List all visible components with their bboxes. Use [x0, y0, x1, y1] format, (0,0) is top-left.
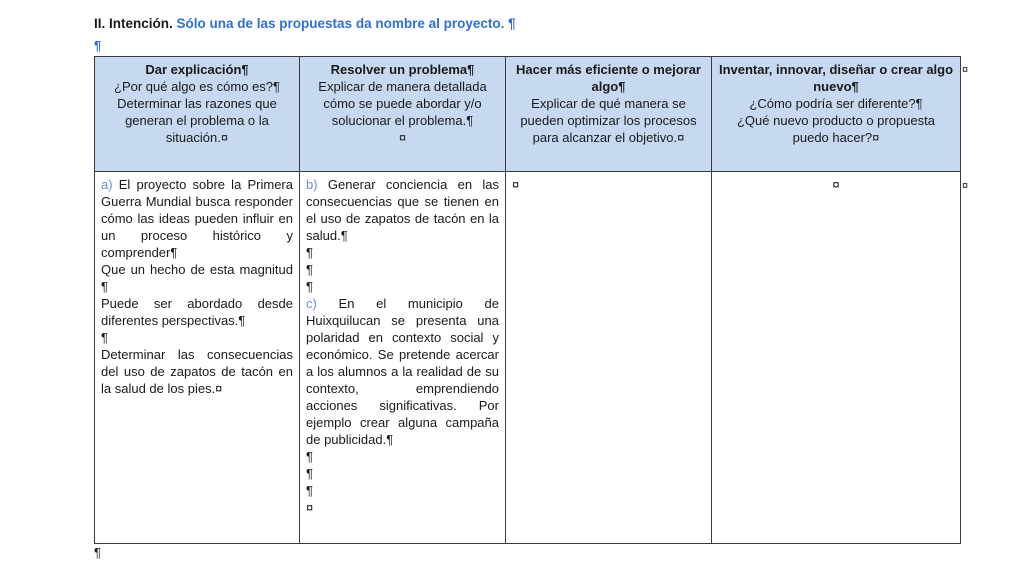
proposal-text: En el municipio de Huixquilucan se presenta una polaridad en contexto social y económico. Se pretende acercar a los alumnos a la realidad de su contexto, emprendiendo acciones significativas. Por ejemplo crear alguna campaña de publicidad.¶ — [306, 296, 499, 447]
row-end-mark: ¤ — [962, 64, 969, 76]
header-cell-invent[interactable] — [712, 57, 961, 172]
paragraph-mark: ¶ — [306, 279, 313, 294]
proposal-marker: a) — [101, 177, 113, 192]
cell-end-mark: ¤ — [398, 130, 407, 145]
header-title: Hacer más eficiente o mejorar algo¶ — [516, 62, 701, 94]
body-cell-solve[interactable] — [300, 172, 506, 544]
proposal-marker: c) — [306, 296, 317, 311]
proposal-text: El proyecto sobre la Primera Guerra Mundial busca responder cómo las ideas pueden influir en un proceso histórico y comprender¶ — [101, 177, 293, 260]
proposal-marker: b) — [306, 177, 318, 192]
header-title: Dar explicación¶ — [145, 62, 249, 77]
proposal-c — [306, 295, 499, 448]
proposal-text: Generar conciencia en las consecuencias que se tienen en el uso de zapatos de tacón en la salud.¶ — [306, 177, 499, 243]
proposal-text: Determinar las consecuencias del uso de zapatos de tacón en la salud de los pies.¤ — [101, 347, 293, 396]
header-description: Explicar de qué manera se pueden optimizar los procesos para alcanzar el objetivo.¤ — [520, 96, 697, 145]
body-cell-invent[interactable] — [712, 172, 961, 544]
header-question: ¿Qué nuevo producto o propuesta puedo hacer?¤ — [736, 113, 936, 145]
header-cell-improve[interactable] — [506, 57, 712, 172]
header-description: Determinar las razones que generan el problema o la situación.¤ — [117, 96, 277, 145]
section-instruction: Sólo una de las propuestas da nombre al proyecto. ¶ — [176, 16, 516, 31]
proposal-b — [306, 176, 499, 244]
paragraph-mark: ¶ — [306, 466, 313, 481]
paragraph-mark: ¶ — [306, 449, 313, 464]
cell-end-mark: ¤ — [512, 177, 520, 192]
header-title: Inventar, innovar, diseñar o crear algo nuevo¶ — [718, 62, 954, 94]
cell-end-mark: ¤ — [832, 177, 840, 192]
paragraph-mark: ¶ — [94, 545, 101, 560]
header-question: ¿Cómo podría ser diferente?¶ — [749, 96, 923, 111]
proposal-a — [101, 176, 293, 261]
proposal-text: Que un hecho de esta magnitud ¶ — [101, 262, 293, 294]
intention-table — [94, 56, 961, 544]
section-label: II. Intención. — [94, 16, 173, 31]
table-body-row — [95, 172, 961, 544]
proposal-text: Puede ser abordado desde diferentes perspectivas.¶ — [101, 296, 293, 328]
body-cell-improve[interactable] — [506, 172, 712, 544]
row-end-mark: ¤ — [962, 180, 969, 192]
section-heading — [94, 16, 516, 31]
cell-end-mark: ¤ — [306, 500, 314, 515]
header-cell-explain[interactable] — [95, 57, 300, 172]
header-description: Explicar de manera detallada cómo se puede abordar y/o solucionar el problema.¶ — [318, 79, 487, 128]
paragraph-mark: ¶ — [306, 262, 313, 277]
body-cell-explain[interactable] — [95, 172, 300, 544]
paragraph-mark: ¶ — [94, 38, 102, 53]
header-question: ¿Por qué algo es cómo es?¶ — [114, 79, 280, 94]
header-cell-solve[interactable] — [300, 57, 506, 172]
paragraph-mark: ¶ — [306, 245, 313, 260]
table-header-row — [95, 57, 961, 172]
paragraph-mark: ¶ — [306, 483, 313, 498]
header-title: Resolver un problema¶ — [330, 62, 475, 77]
paragraph-mark: ¶ — [101, 330, 108, 345]
